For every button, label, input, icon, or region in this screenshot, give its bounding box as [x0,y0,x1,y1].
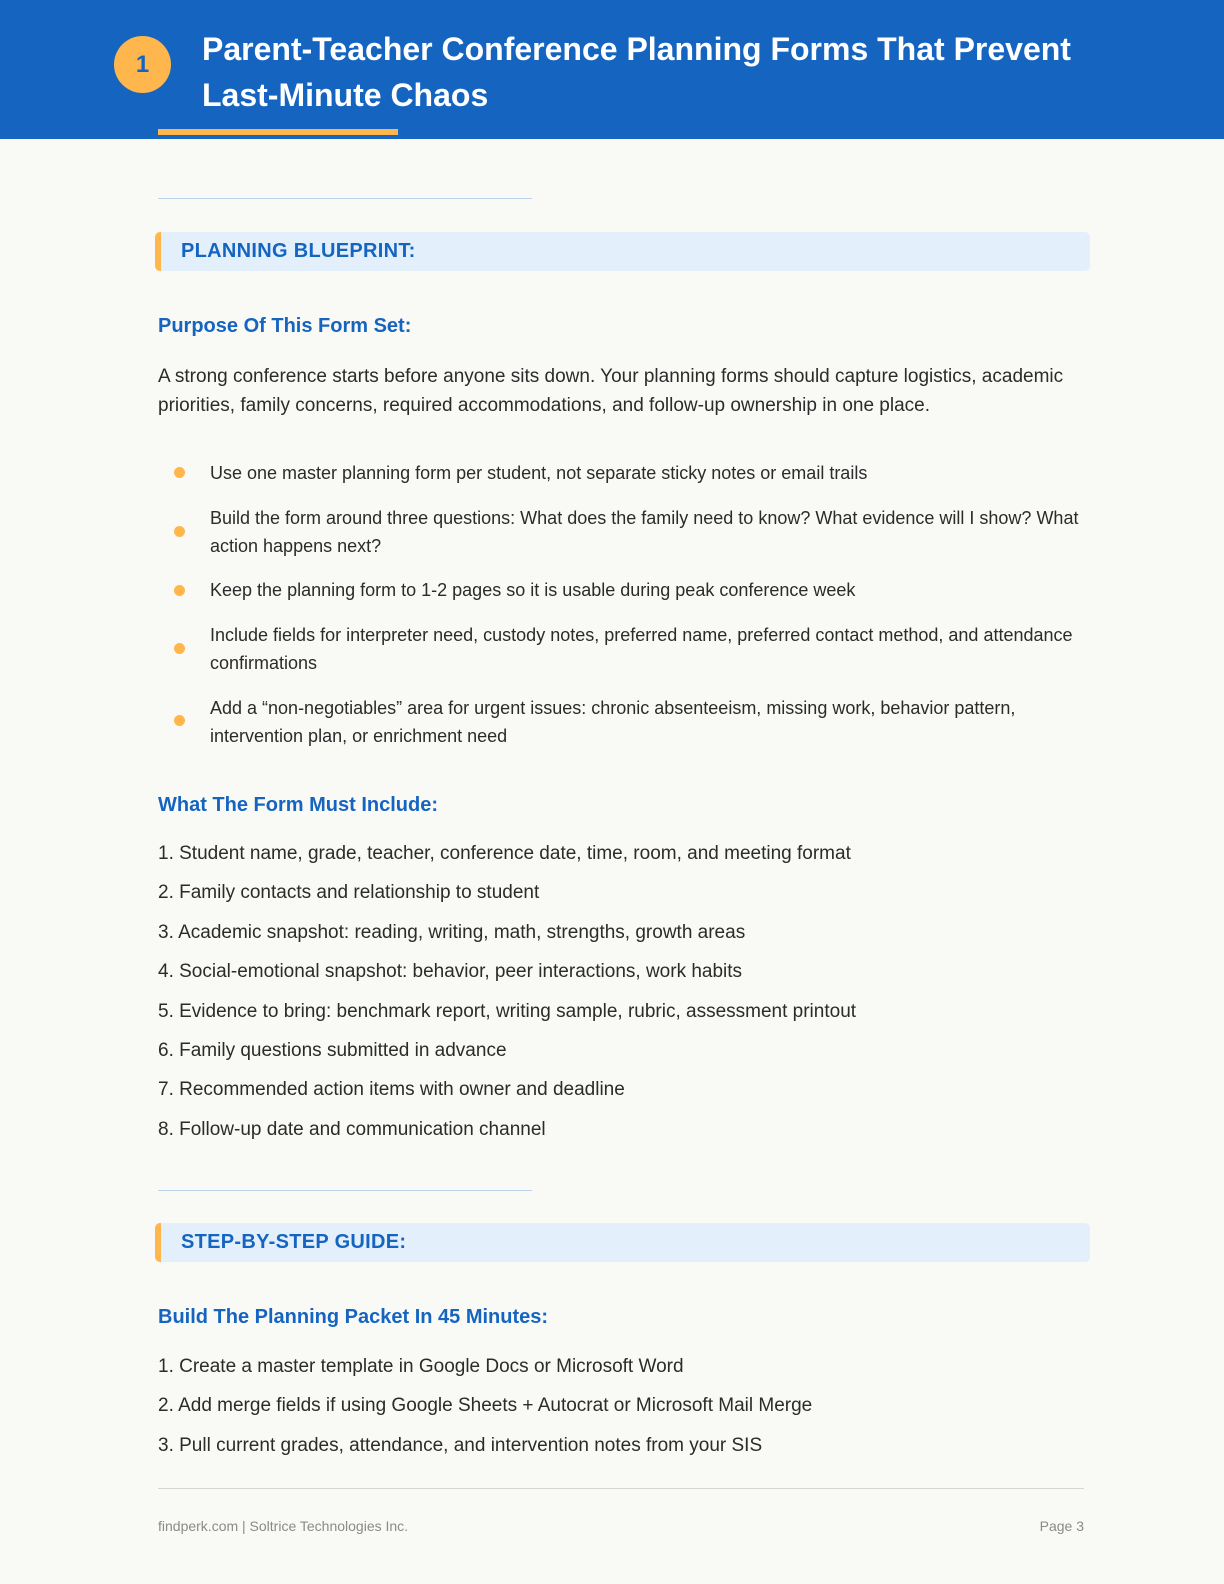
list-item: 7. Recommended action items with owner and deadline [158,1079,625,1100]
section-header-blueprint [155,232,1090,271]
list-item: Include fields for interpreter need, custody notes, preferred name, preferred contact method, and attendance confirmations [210,625,1073,673]
list-item: Build the form around three questions: What does the family need to know? What evidence will I show? What action happens next? [210,508,1079,556]
list-item: 3. Pull current grades, attendance, and intervention notes from your SIS [158,1435,763,1456]
bullet-dot [174,467,185,478]
bullet-dot [174,526,185,537]
footer-divider [158,1488,1084,1489]
list-item: Keep the planning form to 1-2 pages so it is usable during peak conference week [210,580,856,600]
list-item: 2. Add merge fields if using Google Sheets + Autocrat or Microsoft Mail Merge [158,1395,813,1416]
subheading-purpose: Purpose Of This Form Set: [158,315,412,337]
list-item: Use one master planning form per student, not separate sticky notes or email trails [210,463,868,483]
purpose-paragraph: A strong conference starts before anyone sits down. Your planning forms should capture logistics, academic priorities, family concerns, required accommodations, and follow-up ownership in one place. [158,366,1064,416]
divider [158,1190,532,1191]
page-number: Page 3 [1039,1518,1084,1534]
section-header-guide [155,1223,1090,1262]
page-header [0,0,1224,139]
list-item: 1. Student name, grade, teacher, conference date, time, room, and meeting format [158,843,851,864]
subheading-must-include: What The Form Must Include: [158,794,438,816]
section-label: STEP-BY-STEP GUIDE: [181,1231,407,1253]
section-number-badge: 1 [114,36,171,93]
bullet-dot [174,643,185,654]
list-item: 8. Follow-up date and communication channel [158,1119,546,1140]
list-item: 5. Evidence to bring: benchmark report, writing sample, rubric, assessment printout [158,1001,857,1022]
list-item: 4. Social-emotional snapshot: behavior, peer interactions, work habits [158,961,743,982]
footer-source: findperk.com | Soltrice Technologies Inc. [158,1518,409,1534]
section-label: PLANNING BLUEPRINT: [181,240,416,262]
divider [158,198,532,199]
list-item: 3. Academic snapshot: reading, writing, math, strengths, growth areas [158,922,746,943]
bullet-dot [174,715,185,726]
bullet-dot [174,585,185,596]
list-item: Add a “non-negotiables” area for urgent issues: chronic absenteeism, missing work, behavior pattern, intervention plan, or enrichment need [210,698,1016,746]
title-underline [158,129,398,135]
list-item: 2. Family contacts and relationship to student [158,882,540,903]
list-item: 6. Family questions submitted in advance [158,1040,507,1061]
page-title: Parent-Teacher Conference Planning Forms That Prevent Last-Minute Chaos [202,31,1071,113]
subheading-build: Build The Planning Packet In 45 Minutes: [158,1306,549,1328]
list-item: 1. Create a master template in Google Docs or Microsoft Word [158,1356,684,1377]
